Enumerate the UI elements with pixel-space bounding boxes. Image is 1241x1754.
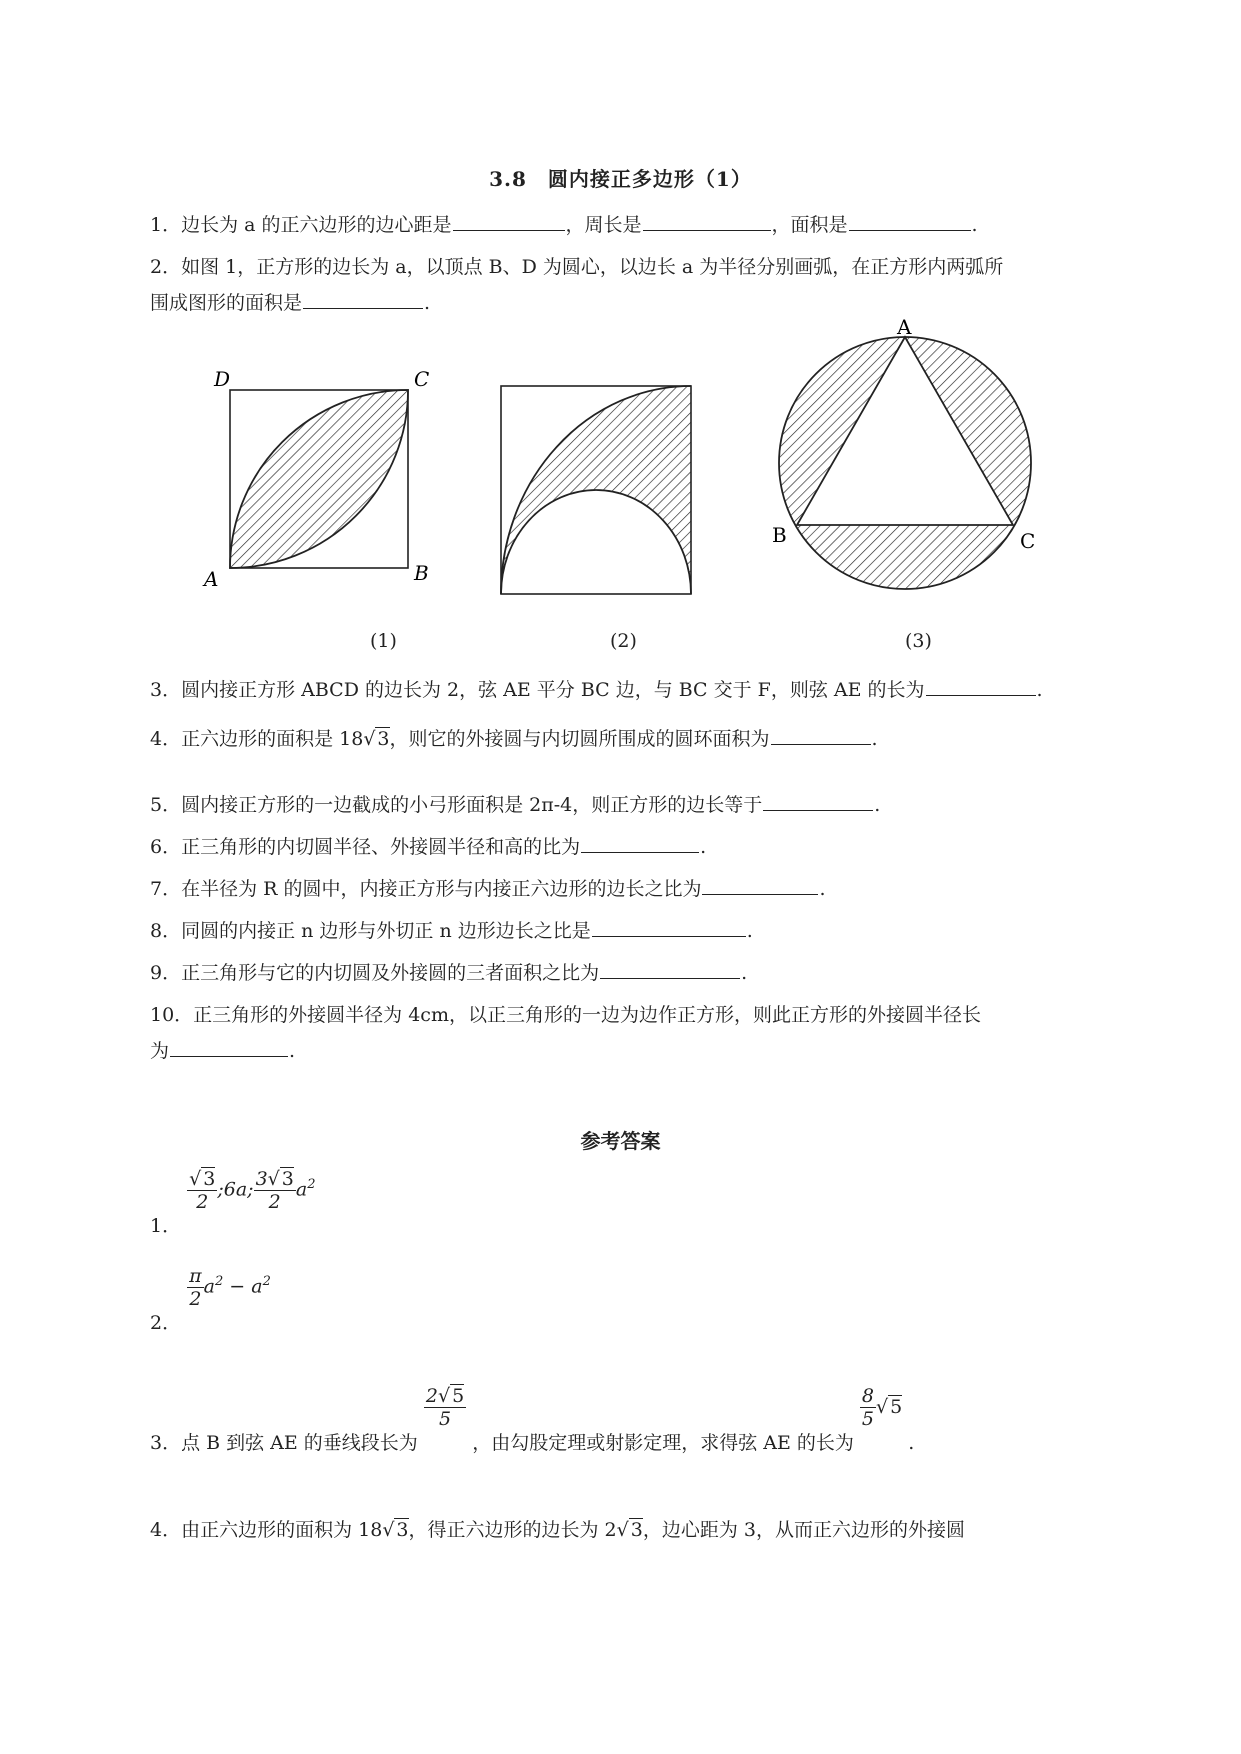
q7-text: 7．在半径为 R 的圆中，内接正方形与内接正六边形的边长之比为: [150, 878, 702, 900]
q4-text-b: ，则它的外接圆与内切圆所围成的圆环面积为: [389, 728, 770, 750]
q7-blank[interactable]: [702, 876, 818, 895]
question-2-line2: [150, 288, 430, 315]
q4-sqrt: √ 3: [363, 728, 390, 750]
q5-end: .: [874, 794, 881, 816]
q10-blank[interactable]: [170, 1038, 288, 1057]
fig1-label-c: C: [414, 367, 430, 391]
figure-3: [770, 318, 1040, 598]
q1-blank-3[interactable]: [849, 212, 971, 231]
a2-exp2: 2: [262, 1274, 271, 1290]
answer-4: [150, 1515, 965, 1542]
q1-text-a: 1．边长为 a 的正六边形的边心距是: [150, 214, 452, 236]
q3-text: 3．圆内接正方形 ABCD 的边长为 2，弦 AE 平分 BC 边，与 BC 交于 F，则弦 AE 的长为: [150, 679, 925, 701]
q3-blank[interactable]: [926, 677, 1036, 696]
a2-exp: 2: [214, 1274, 224, 1290]
q10-text: 为: [150, 1040, 170, 1062]
q9-text: 9．正三角形与它的内切圆及外接圆的三者面积之比为: [150, 962, 600, 984]
q9-blank[interactable]: [600, 960, 740, 979]
question-5: [150, 790, 880, 817]
q9-end: .: [741, 962, 748, 984]
q1-blank-2[interactable]: [643, 212, 771, 231]
q4-text-a: 4．正六边形的面积是 18: [150, 728, 364, 750]
a1-frac-1: $\frac{√ 3}{2}$: [189, 1168, 216, 1213]
q4-end: .: [871, 728, 878, 750]
a1-mid: ;6a;: [217, 1178, 254, 1201]
answer-1: [150, 1168, 316, 1237]
q5-text: 5．圆内接正方形的一边截成的小弓形面积是 2π-4，则正方形的边长等于: [150, 794, 763, 816]
a2-number: 2．: [150, 1311, 182, 1334]
fig1-label-a: A: [204, 567, 219, 591]
a2-var: a: [203, 1275, 215, 1298]
q4-blank[interactable]: [771, 726, 871, 745]
page-title: 3.8 圆内接正多边形（1）: [489, 167, 752, 191]
q7-end: .: [819, 878, 826, 900]
answers-title: 参考答案: [580, 1129, 661, 1153]
q2-text: 围成图形的面积是: [150, 292, 303, 314]
question-1: [150, 210, 978, 237]
q1-text-c: ，面积是: [771, 214, 848, 236]
q5-blank[interactable]: [763, 792, 873, 811]
q10-end: .: [289, 1040, 296, 1062]
question-6: [150, 832, 706, 859]
a4-text-b: ，得正六边形的边长为 2: [408, 1519, 617, 1541]
a4-text-c: ，边心距为 3，从而正六边形的外接圆: [642, 1519, 965, 1541]
q6-text: 6．正三角形的内切圆半径、外接圆半径和高的比为: [150, 836, 581, 858]
a3-text-b: ，由勾股定理或射影定理，求得弦 AE 的长为: [472, 1431, 854, 1454]
a3-sqrt: √ 5: [876, 1395, 903, 1418]
a1-var: a: [295, 1178, 308, 1201]
q6-blank[interactable]: [581, 834, 699, 853]
a2-minus: −: [223, 1275, 252, 1298]
q2-blank[interactable]: [303, 290, 423, 309]
q1-text-d: .: [971, 214, 978, 236]
figure-1-caption: (1): [370, 630, 397, 652]
q3-end: .: [1036, 679, 1043, 701]
q8-text: 8．同圆的内接正 n 边形与外切正 n 边形边长之比是: [150, 920, 591, 942]
a4-sqrt-2: √ 3: [616, 1519, 643, 1541]
a1-frac-2: $\frac{3√ 3}{2}$: [255, 1168, 294, 1213]
fig1-label-d: D: [214, 367, 231, 391]
question-4: [150, 724, 878, 751]
q8-end: .: [746, 920, 753, 942]
question-7: [150, 874, 826, 901]
fig1-lens: [230, 390, 408, 568]
a1-exp: 2: [307, 1177, 316, 1193]
question-10-line2: [150, 1036, 295, 1063]
figure-3-caption: (3): [905, 630, 932, 652]
question-2-line1: 2．如图 1，正方形的边长为 a，以顶点 B、D 为圆心，以边长 a 为半径分别画弧，在正方形内两弧所: [150, 256, 1004, 278]
a3-text-a: 3．点 B 到弦 AE 的垂线段长为: [150, 1431, 418, 1454]
figure-2-caption: (2): [610, 630, 637, 652]
q2-end: .: [424, 292, 431, 314]
a2-frac: $\frac{\pi}{2}$: [189, 1265, 202, 1310]
fig1-label-b: B: [414, 561, 429, 585]
a4-sqrt-1: √ 3: [382, 1519, 409, 1541]
a2-var2: a: [251, 1275, 263, 1298]
question-8: [150, 916, 753, 943]
question-9: [150, 958, 747, 985]
question-10-line1: 10．正三角形的外接圆半径为 4cm，以正三角形的一边为边作正方形，则此正方形的外接圆半径长: [150, 1004, 981, 1026]
figure-2: [495, 380, 725, 600]
q6-end: .: [700, 836, 707, 858]
q1-blank-1[interactable]: [453, 212, 565, 231]
figure-1: [200, 360, 460, 600]
a3-frac-1: $\frac{2√ 5}{5}$: [425, 1385, 465, 1430]
q8-blank[interactable]: [592, 918, 746, 937]
answer-2: [150, 1265, 271, 1334]
question-3: [150, 675, 1043, 702]
a3-frac-2: $\frac{8}{5}$: [861, 1385, 875, 1430]
a1-number: 1．: [150, 1214, 182, 1237]
answer-3: [150, 1385, 915, 1454]
fig3-label-b: B: [772, 523, 787, 547]
a3-end: .: [908, 1431, 915, 1454]
q1-text-b: ，周长是: [565, 214, 642, 236]
fig3-label-c: C: [1020, 529, 1036, 553]
a4-text-a: 4．由正六边形的面积为 18: [150, 1519, 383, 1541]
fig3-label-a: A: [897, 318, 912, 339]
